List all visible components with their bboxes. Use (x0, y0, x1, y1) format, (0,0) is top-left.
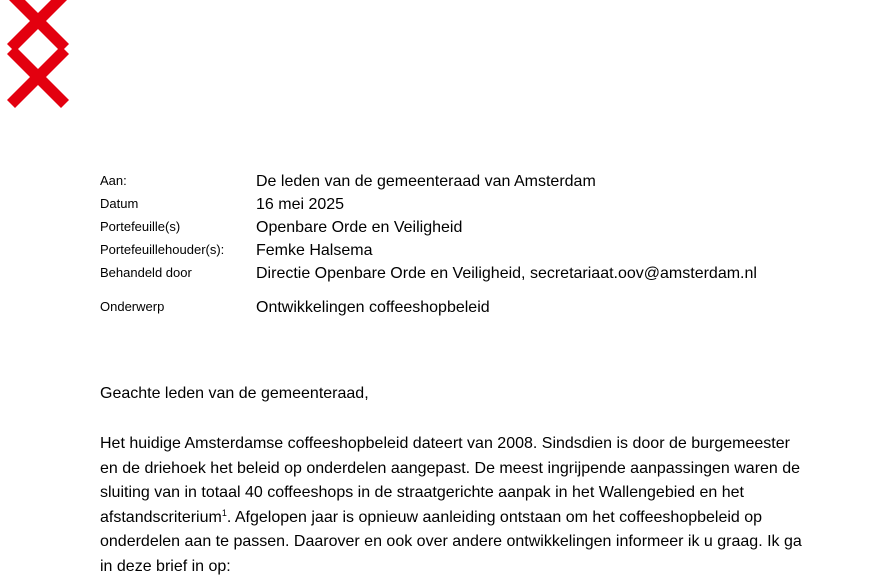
header-label: Portefeuillehouder(s): (100, 241, 224, 259)
body-line: in deze brief in op: (100, 555, 860, 579)
header-value: Directie Openbare Orde en Veiligheid, secretariaat.oov@amsterdam.nl (256, 264, 757, 284)
header-row-datum (100, 195, 860, 218)
header-label: Aan: (100, 172, 127, 190)
body-line: onderdelen aan te passen. Daarover en ook over andere ontwikkelingen informeer ik u graag. Ik ga (100, 530, 860, 555)
header-row-portefeuillehouder (100, 241, 860, 264)
header-value: 16 mei 2025 (256, 195, 344, 215)
body-text: afstandscriterium (100, 509, 222, 526)
header-row-aan (100, 172, 860, 195)
header-value: Femke Halsema (256, 241, 372, 261)
body-line: sluiting van in totaal 40 coffeeshops in de straatgerichte aanpak in het Wallengebied en het (100, 481, 860, 506)
letter-header (100, 172, 860, 321)
header-value: De leden van de gemeenteraad van Amsterdam (256, 172, 596, 192)
body-line (100, 506, 860, 531)
body-line: Het huidige Amsterdamse coffeeshopbeleid dateert van 2008. Sindsdien is door de burgemeester (100, 432, 860, 457)
footnote-marker[interactable]: 1 (222, 508, 227, 518)
header-label: Behandeld door (100, 264, 192, 282)
header-label: Datum (100, 195, 138, 213)
header-label: Onderwerp (100, 298, 164, 316)
header-row-portefeuille (100, 218, 860, 241)
amsterdam-crosses-icon (0, 0, 80, 112)
body-text: . Afgelopen jaar is opnieuw aanleiding ontstaan om het coffeeshopbeleid op (227, 509, 762, 526)
header-label: Portefeuille(s) (100, 218, 180, 236)
header-row-onderwerp (100, 298, 860, 321)
letter-body-paragraph (100, 432, 860, 579)
header-row-behandeld-door (100, 264, 860, 287)
amsterdam-logo (0, 0, 80, 112)
header-value: Openbare Orde en Veiligheid (256, 218, 462, 238)
header-value: Ontwikkelingen coffeeshopbeleid (256, 298, 490, 318)
letter-greeting: Geachte leden van de gemeenteraad, (100, 383, 369, 405)
body-line: en de driehoek het beleid op onderdelen aangepast. De meest ingrijpende aanpassingen waren de (100, 457, 860, 482)
